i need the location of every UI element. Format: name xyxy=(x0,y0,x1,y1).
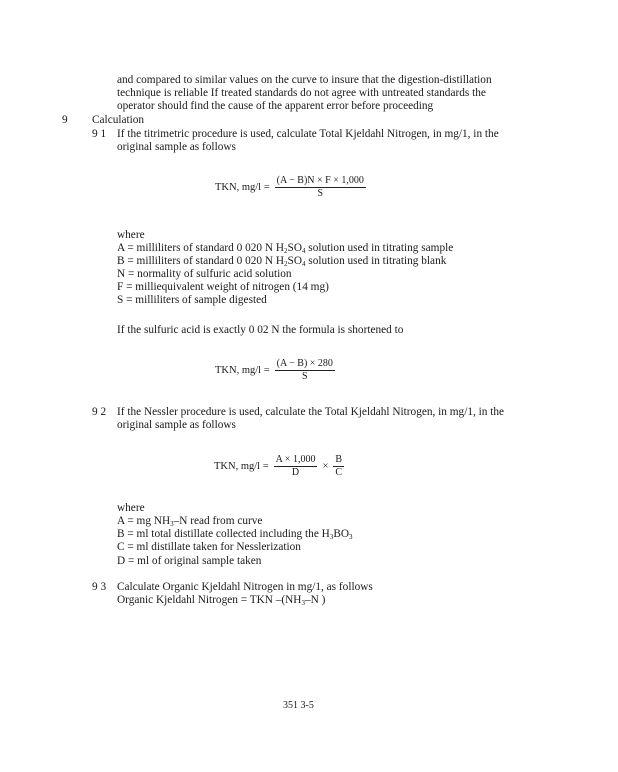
subsection-number: 9 1 xyxy=(92,128,107,140)
definition-f: F = milliequivalent weight of nitrogen (14 mg) xyxy=(117,281,329,293)
paragraph-line: Calculate Organic Kjeldahl Nitrogen in mg/1, as follows xyxy=(117,581,373,593)
definition-b: B = ml total distillate collected including the $H_3BO_3$ xyxy=(117,528,353,541)
formula-lhs: TKN, mg/l = xyxy=(215,182,270,193)
definition-s: S = milliliters of sample digested xyxy=(117,294,267,306)
formula-numerator: B xyxy=(335,454,343,465)
definition-c: C = ml distillate taken for Nesslerization xyxy=(117,541,301,553)
formula-denominator: S xyxy=(317,188,324,199)
intro-line: operator should find the cause of the apparent error before proceeding xyxy=(117,100,434,112)
definition-d: D = ml of original sample taken xyxy=(117,555,262,567)
paragraph-line: If the titrimetric procedure is used, calculate Total Kjeldahl Nitrogen, in mg/1, in the xyxy=(117,128,499,140)
formula-numerator: (A − B) × 280 xyxy=(276,358,333,369)
where-label: where xyxy=(117,502,145,514)
intro-line: and compared to similar values on the curve to insure that the digestion-distillation xyxy=(117,74,492,86)
formula-denominator: D xyxy=(291,467,300,478)
definition-n: N = normality of sulfuric acid solution xyxy=(117,268,292,280)
subsection-number: 9 2 xyxy=(92,406,107,418)
formula-lhs: TKN, mg/l = xyxy=(214,461,269,472)
paragraph-line: If the Nessler procedure is used, calculate the Total Kjeldahl Nitrogen, in mg/1, in the xyxy=(117,406,505,418)
definition-b: B = milliliters of standard 0 020 N $H_2SO_4$ solution used in titrating blank xyxy=(117,255,447,268)
paragraph-line: original sample as follows xyxy=(117,141,236,153)
intro-line: technique is reliable If treated standards do not agree with untreated standards the xyxy=(117,87,486,99)
formula-tkn-titrimetric xyxy=(215,176,366,199)
formula-denominator: S xyxy=(302,371,308,382)
definition-a: A = milliliters of standard 0 020 N $H_2SO_4$ solution used in titrating sample xyxy=(117,242,454,255)
formula-lhs: TKN, mg/l = xyxy=(215,365,270,376)
formula-denominator: C xyxy=(335,467,343,478)
formula-numerator: (A − B)N × F × 1,000 xyxy=(276,175,364,186)
paragraph-line: original sample as follows xyxy=(117,419,236,431)
paragraph-line: If the sulfuric acid is exactly 0 02 N the formula is shortened to xyxy=(117,324,404,336)
definition-a: A = mg $NH_3-N$ read from curve xyxy=(117,515,263,528)
formula-tkn-nessler xyxy=(214,455,344,478)
formula-tkn-short xyxy=(215,359,335,382)
section-number: 9 xyxy=(62,114,68,126)
page-number: 351 3-5 xyxy=(283,700,314,711)
section-title: Calculation xyxy=(92,114,145,126)
subsection-number: 9 3 xyxy=(92,581,107,593)
times-sign: × xyxy=(322,461,329,472)
formula-numerator: A × 1,000 xyxy=(275,454,316,465)
where-label: where xyxy=(117,229,145,241)
organic-nitrogen-formula: Organic Kjeldahl Nitrogen = TKN $-(NH_3-N$ ) xyxy=(117,594,326,607)
